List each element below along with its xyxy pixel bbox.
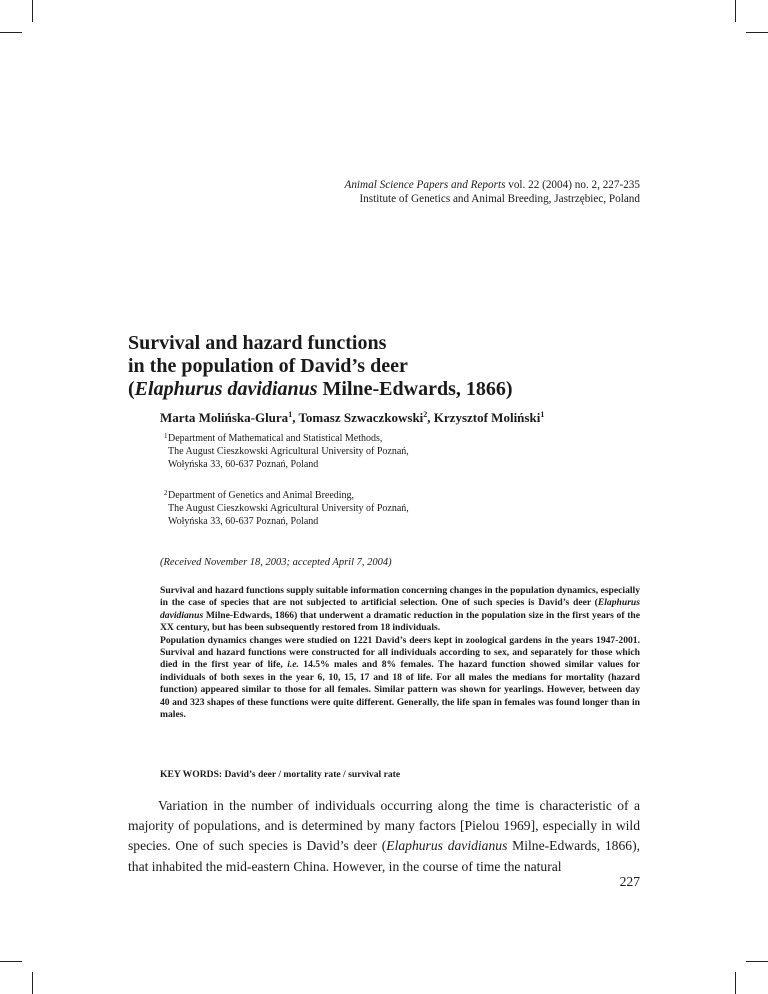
- affiliation-2: [164, 489, 564, 528]
- abstract-text: Survival and hazard functions supply suitable information concerning changes in the population dynamics, especially in the case of species that are not subjected to artificial selection. One of such species is David’s deer (: [160, 585, 640, 609]
- crop-mark-bottom-right-h: [746, 961, 768, 962]
- crop-mark-bottom-left-v: [32, 972, 33, 994]
- affiliation-number: 1: [164, 432, 168, 440]
- title-species: Elaphurus davidianus: [134, 378, 318, 400]
- crop-mark-top-left-h: [0, 32, 22, 33]
- affiliation-line: Department of Genetics and Animal Breeding,: [168, 490, 355, 501]
- affiliation-number: 2: [164, 489, 168, 497]
- crop-mark-bottom-left-h: [0, 961, 22, 962]
- journal-institute: Institute of Genetics and Animal Breeding, Jastrzębiec, Poland: [359, 193, 640, 205]
- abstract-text: Milne-Edwards, 1866) that underwent a dramatic reduction in the population size in the first years of the XX century, but has been subsequently restored from 18 individuals.: [160, 609, 640, 634]
- author-list: [160, 410, 660, 426]
- abstract-text: 14.5% males and 8% females. The hazard function showed similar values for individuals of both sexes in the year 6, 10, 15, 17 and 18 of life. For all males the medians for mortality (hazard function) appeared similar to those for all females. Similar pattern was shown for yearlings. However, between day 40 and 323 shapes of these functions were quite different. Generally, the life span in females was found longer than in males.: [160, 659, 640, 721]
- affiliation-line: Department of Mathematical and Statistical Methods,: [168, 433, 383, 444]
- abstract: [160, 585, 640, 721]
- title-paren: (: [128, 378, 135, 400]
- title-line-2: in the population of David’s deer: [128, 355, 408, 377]
- author-3: Krzysztof Moliński: [433, 410, 541, 425]
- affiliation-line: The August Cieszkowski Agricultural University of Poznań,: [168, 446, 409, 457]
- body-paragraph: [128, 796, 640, 877]
- author-separator: ,: [427, 410, 434, 425]
- journal-name: Animal Science Papers and Reports: [344, 179, 506, 191]
- affiliation-line: Wołyńska 33, 60-637 Poznań, Poland: [168, 516, 319, 527]
- affiliation-1: [164, 432, 564, 471]
- affiliation-line: The August Cieszkowski Agricultural University of Poznań,: [168, 503, 409, 514]
- author-separator: ,: [292, 410, 299, 425]
- journal-volume: vol. 22 (2004) no. 2, 227-235: [505, 179, 640, 191]
- abstract-paragraph-2: [160, 635, 640, 722]
- affiliation-line: Wołyńska 33, 60-637 Poznań, Poland: [168, 459, 319, 470]
- title-line-1: Survival and hazard functions: [128, 332, 387, 354]
- crop-mark-bottom-right-v: [735, 972, 736, 994]
- crop-mark-top-right-v: [735, 0, 736, 22]
- author-3-affil: 1: [540, 410, 545, 419]
- body-text: Variation in the number of individuals occurring along the time is characteristic of a majority of populations, and is determined by many factors [Pielou 1969], especially in wild species. One of such species is David’s deer (: [128, 798, 640, 854]
- crop-mark-top-right-h: [746, 32, 768, 33]
- paper-title: [128, 332, 668, 401]
- author-1-affil: 1: [288, 410, 293, 419]
- abstract-text: Population dynamics changes were studied on 1221 David’s deers kept in zoological gardens in the years 1947-2001. Survival and hazard functions were constructed for all individuals according to sex, and separately for those which died in the first year of life,: [160, 634, 640, 671]
- body-text: Milne-Edwards, 1866), that inhabited the mid-eastern China. However, in the course of time the natural: [128, 838, 641, 874]
- body-species: Elaphurus davidianus: [386, 838, 508, 854]
- abstract-species: Elaphurus davidianus: [160, 597, 640, 621]
- journal-header: [80, 178, 640, 206]
- title-line-3: [128, 378, 668, 401]
- title-authority: Milne-Edwards, 1866): [317, 378, 513, 400]
- author-2-affil: 2: [423, 410, 428, 419]
- author-1: Marta Molińska-Glura: [160, 410, 289, 425]
- abstract-ie: i.e.: [287, 659, 299, 671]
- page-number: 227: [619, 874, 640, 889]
- crop-mark-top-left-v: [32, 0, 33, 22]
- abstract-paragraph-1: [160, 585, 640, 635]
- received-dates: (Received November 18, 2003; accepted April 7, 2004): [160, 557, 392, 568]
- journal-citation: [80, 178, 640, 192]
- author-2: Tomasz Szwaczkowski: [298, 410, 424, 425]
- keywords: KEY WORDS: David’s deer / mortality rate / survival rate: [160, 769, 401, 780]
